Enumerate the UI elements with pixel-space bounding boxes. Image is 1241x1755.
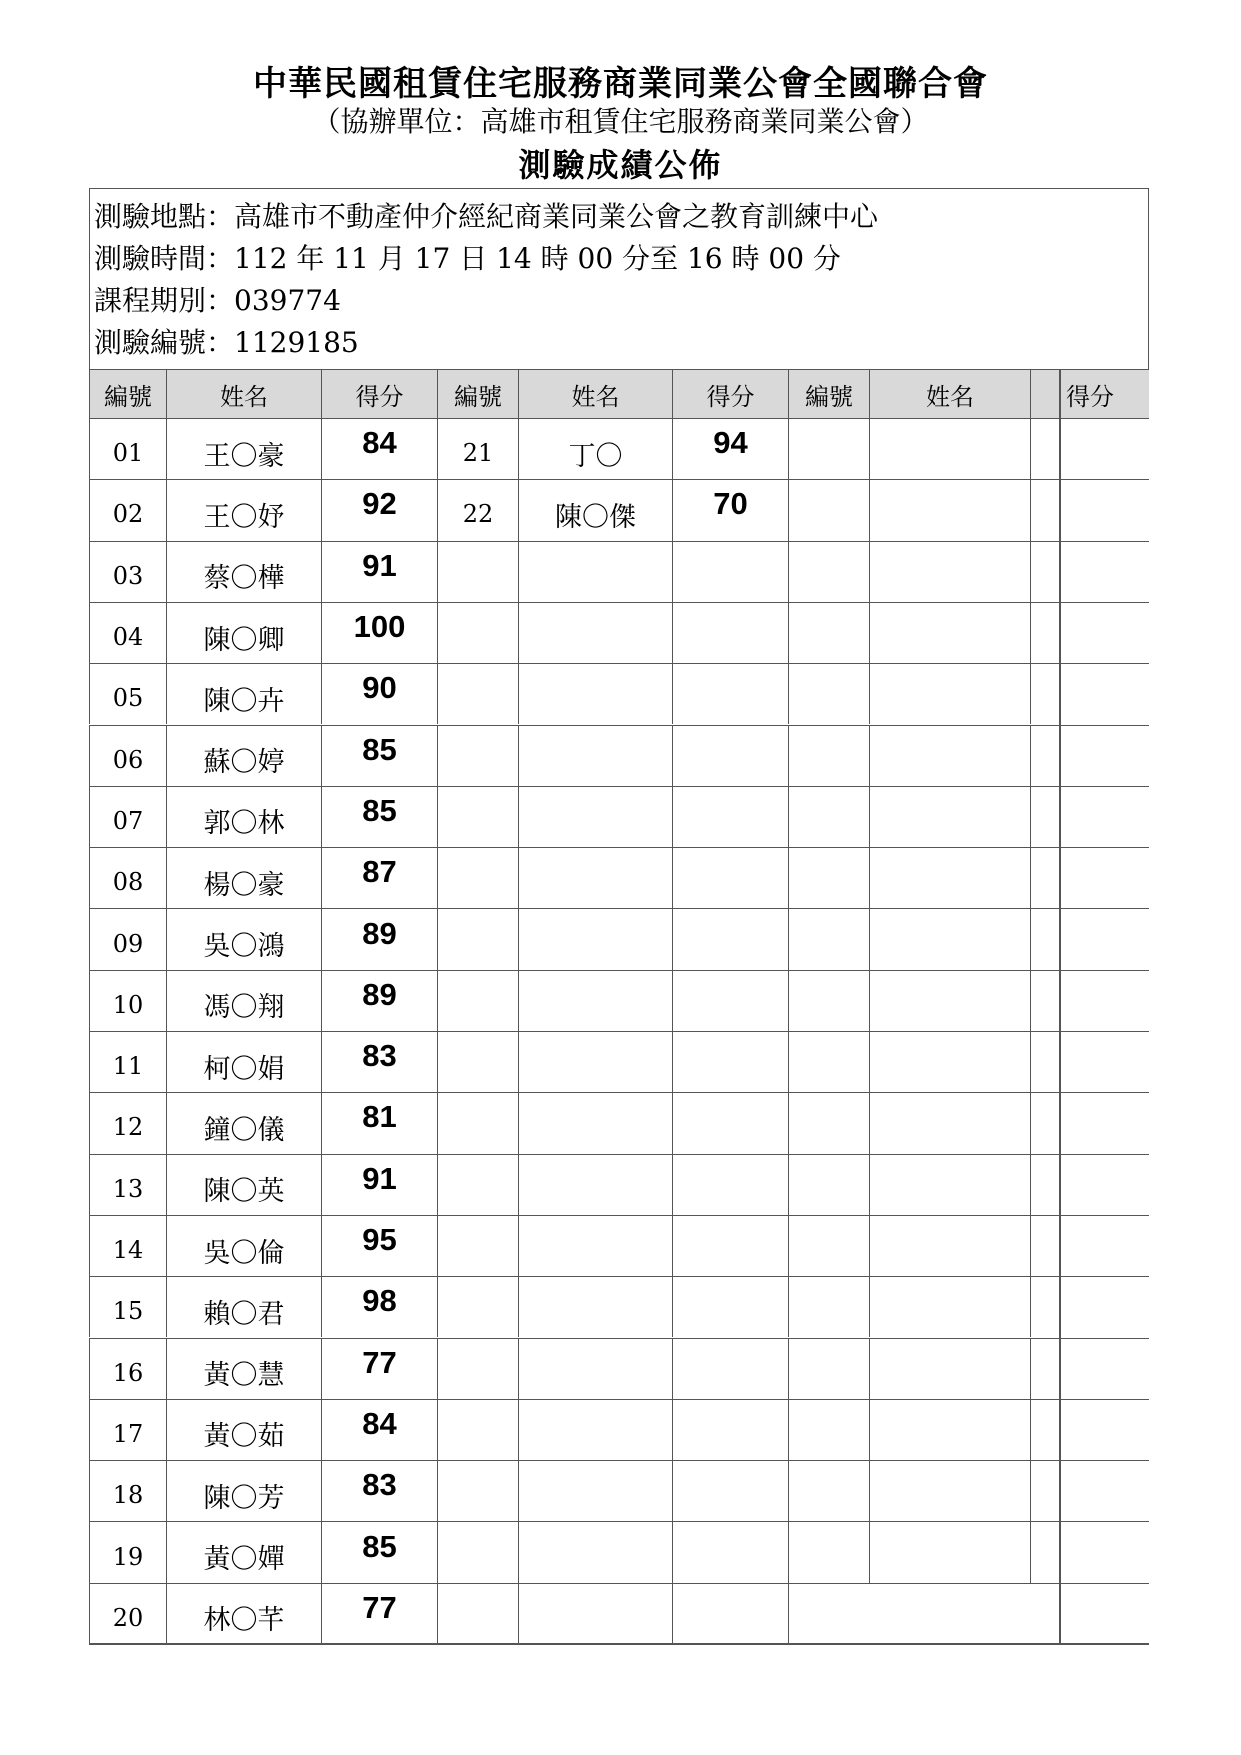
record-no: 18 [89,1460,166,1521]
record-no: 16 [89,1338,166,1399]
record-name: 黃〇嬋 [166,1521,321,1582]
blank-cell [788,1215,869,1276]
record-no: 06 [89,725,166,786]
record-score: 85 [321,786,437,847]
blank-cell [518,908,672,969]
blank-cell [788,725,869,786]
record-name: 黃〇茹 [166,1399,321,1460]
blank-cell [437,1276,518,1337]
blank-cell [788,1460,869,1521]
blank-cell [788,1092,869,1153]
column-header-no: 編號 [89,369,166,418]
blank-cell [788,908,869,969]
course-period: 課程期別：039774 [94,284,341,317]
blank-cell [437,847,518,908]
record-score: 77 [321,1583,437,1644]
blank-cell [869,908,1030,969]
record-score: 94 [672,418,788,479]
record-name: 楊〇豪 [166,847,321,908]
blank-cell [1030,1031,1149,1092]
blank-cell [1030,1521,1149,1582]
blank-cell [869,725,1030,786]
blank-cell [518,1154,672,1215]
column-header-name: 姓名 [166,369,321,418]
blank-cell [1030,725,1149,786]
blank-cell [869,1215,1030,1276]
blank-cell [437,602,518,663]
page-subtitle: 測驗成績公佈 [518,146,723,184]
blank-cell [672,663,788,724]
record-name: 陳〇英 [166,1154,321,1215]
blank-cell [869,418,1030,479]
blank-cell [518,1460,672,1521]
record-score: 83 [321,1460,437,1521]
blank-cell [788,786,869,847]
record-score: 90 [321,663,437,724]
blank-cell [672,1215,788,1276]
blank-cell [869,541,1030,602]
blank-cell [869,1521,1030,1582]
blank-cell [1030,541,1149,602]
blank-cell [1030,847,1149,908]
record-name: 馮〇翔 [166,970,321,1031]
record-no: 08 [89,847,166,908]
blank-cell [518,786,672,847]
blank-cell [1030,418,1149,479]
record-score: 83 [321,1031,437,1092]
record-score: 89 [321,970,437,1031]
record-score: 85 [321,725,437,786]
blank-cell [672,541,788,602]
record-score: 85 [321,1521,437,1582]
record-score: 95 [321,1215,437,1276]
blank-cell [869,1399,1030,1460]
blank-cell [788,602,869,663]
blank-cell [1030,1276,1149,1337]
record-name: 蔡〇樺 [166,541,321,602]
record-score: 98 [321,1276,437,1337]
blank-cell [518,663,672,724]
blank-cell [869,1031,1030,1092]
column-header-no: 編號 [437,369,518,418]
blank-cell [437,1092,518,1153]
blank-cell [518,970,672,1031]
blank-cell [869,663,1030,724]
blank-cell [1030,970,1149,1031]
record-no: 10 [89,970,166,1031]
record-score: 87 [321,847,437,908]
record-name: 丁〇 [518,418,672,479]
blank-cell [672,1031,788,1092]
blank-cell [518,1031,672,1092]
exam-info-box [89,188,1149,370]
record-no: 07 [89,786,166,847]
record-name: 陳〇傑 [518,479,672,540]
blank-cell [1030,1460,1149,1521]
blank-cell [437,1399,518,1460]
blank-cell [672,1460,788,1521]
blank-cell [869,1276,1030,1337]
blank-cell [672,602,788,663]
record-no: 14 [89,1215,166,1276]
record-no: 04 [89,602,166,663]
blank-cell [518,847,672,908]
blank-cell [672,847,788,908]
record-score: 70 [672,479,788,540]
blank-cell [437,908,518,969]
blank-cell [788,479,869,540]
record-no: 12 [89,1092,166,1153]
blank-cell [869,1154,1030,1215]
record-name: 王〇妤 [166,479,321,540]
blank-cell [437,786,518,847]
blank-cell [1030,479,1149,540]
record-no: 01 [89,418,166,479]
record-no: 17 [89,1399,166,1460]
blank-cell [788,1521,869,1582]
co-organizer: （協辦單位：高雄市租賃住宅服務商業同業公會） [312,105,929,138]
blank-cell [1030,602,1149,663]
record-no: 09 [89,908,166,969]
record-no: 05 [89,663,166,724]
column-header-score: 得分 [321,369,437,418]
exam-time: 測驗時間：112 年 11 月 17 日 14 時 00 分至 16 時 00 分 [94,242,841,275]
record-name: 王〇豪 [166,418,321,479]
record-name: 林〇芊 [166,1583,321,1644]
record-name: 蘇〇婷 [166,725,321,786]
record-score: 92 [321,479,437,540]
blank-cell [869,602,1030,663]
blank-cell [869,786,1030,847]
column-header-no: 編號 [788,369,869,418]
record-name: 黃〇慧 [166,1338,321,1399]
table-right-border [1059,369,1061,1644]
blank-cell [518,1338,672,1399]
blank-cell [518,1215,672,1276]
blank-cell [1030,1092,1149,1153]
blank-cell [1030,1399,1149,1460]
blank-cell [672,1276,788,1337]
blank-cell [869,1460,1030,1521]
blank-cell [788,847,869,908]
record-no: 15 [89,1276,166,1337]
blank-cell [788,1276,869,1337]
record-score: 84 [321,418,437,479]
blank-cell [869,479,1030,540]
record-score: 91 [321,1154,437,1215]
column-header-score: 得分 [672,369,788,418]
blank-cell [672,786,788,847]
blank-cell [518,1399,672,1460]
blank-cell [672,1338,788,1399]
blank-cell [518,1276,672,1337]
blank-cell [437,1521,518,1582]
blank-cell [672,1092,788,1153]
record-no: 20 [89,1583,166,1644]
blank-cell [518,1092,672,1153]
record-name: 賴〇君 [166,1276,321,1337]
record-name: 郭〇林 [166,786,321,847]
blank-cell [1030,1154,1149,1215]
blank-cell [437,1031,518,1092]
blank-cell [518,1521,672,1582]
blank-cell [788,1583,1149,1644]
blank-cell [672,970,788,1031]
blank-cell [437,1215,518,1276]
record-score: 84 [321,1399,437,1460]
record-no: 19 [89,1521,166,1582]
record-no: 21 [437,418,518,479]
record-name: 柯〇娟 [166,1031,321,1092]
blank-cell [437,663,518,724]
blank-cell [672,1583,788,1644]
blank-cell [869,1092,1030,1153]
blank-cell [437,1154,518,1215]
column-header-score: 得分 [1030,369,1149,418]
blank-cell [672,725,788,786]
blank-cell [518,602,672,663]
blank-cell [672,1154,788,1215]
blank-cell [788,1154,869,1215]
blank-cell [1030,908,1149,969]
record-no: 03 [89,541,166,602]
blank-cell [518,725,672,786]
record-name: 吳〇鴻 [166,908,321,969]
blank-cell [788,418,869,479]
blank-cell [788,1338,869,1399]
blank-cell [437,541,518,602]
record-score: 77 [321,1338,437,1399]
record-name: 鐘〇儀 [166,1092,321,1153]
blank-cell [869,970,1030,1031]
record-name: 陳〇芳 [166,1460,321,1521]
blank-cell [672,1399,788,1460]
blank-cell [437,725,518,786]
blank-cell [437,1338,518,1399]
blank-cell [788,970,869,1031]
exam-number: 測驗編號：1129185 [94,326,359,359]
blank-cell [1030,1338,1149,1399]
blank-cell [788,663,869,724]
column-header-name: 姓名 [869,369,1030,418]
record-score: 100 [321,602,437,663]
record-score: 91 [321,541,437,602]
record-score: 89 [321,908,437,969]
record-no: 11 [89,1031,166,1092]
page-title: 中華民國租賃住宅服務商業同業公會全國聯合會 [253,64,988,104]
blank-cell [518,541,672,602]
blank-cell [869,1338,1030,1399]
blank-cell [437,1583,518,1644]
blank-cell [1030,786,1149,847]
table-bottom-border [89,1643,1149,1645]
blank-cell [437,970,518,1031]
blank-cell [869,847,1030,908]
record-no: 13 [89,1154,166,1215]
blank-cell [788,541,869,602]
record-name: 吳〇倫 [166,1215,321,1276]
exam-location: 測驗地點：高雄市不動產仲介經紀商業同業公會之教育訓練中心 [94,200,879,233]
blank-cell [788,1031,869,1092]
column-header-name: 姓名 [518,369,672,418]
blank-cell [672,1521,788,1582]
blank-cell [672,908,788,969]
blank-cell [788,1399,869,1460]
record-score: 81 [321,1092,437,1153]
record-name: 陳〇卉 [166,663,321,724]
blank-cell [1030,1215,1149,1276]
blank-cell [437,1460,518,1521]
record-name: 陳〇卿 [166,602,321,663]
record-no: 02 [89,479,166,540]
record-no: 22 [437,479,518,540]
blank-cell [518,1583,672,1644]
blank-cell [1030,663,1149,724]
